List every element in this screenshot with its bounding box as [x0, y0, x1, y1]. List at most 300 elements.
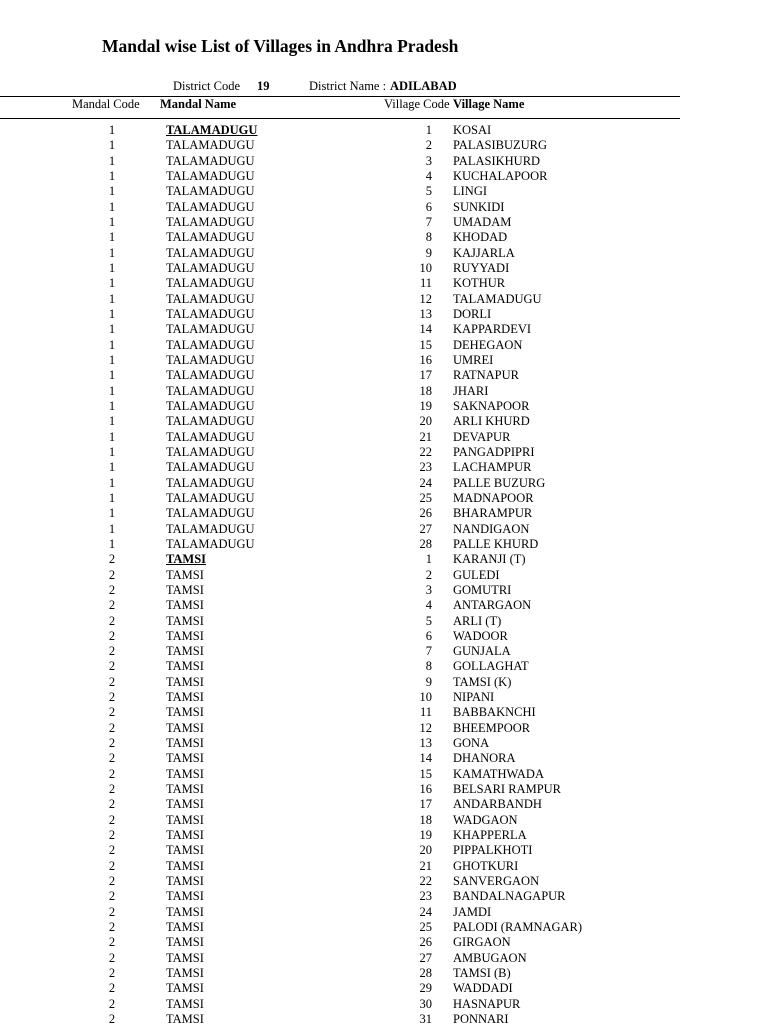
table-row — [0, 414, 768, 429]
column-header-mandal-name: Mandal Name — [160, 97, 237, 111]
mandal-code-cell: 2 — [108, 1012, 116, 1027]
table-row — [0, 476, 768, 491]
mandal-name-cell: TAMSI — [166, 582, 204, 597]
village-code-cell: 21 — [419, 429, 432, 444]
mandal-name-cell: TALAMADUGU — [166, 506, 255, 521]
village-code-cell: 27 — [419, 950, 432, 965]
mandal-name-cell: TAMSI — [166, 828, 204, 843]
village-code-cell: 8 — [425, 230, 432, 245]
mandal-code-cell: 2 — [108, 720, 116, 735]
mandal-code-cell: 2 — [108, 552, 116, 567]
village-name-cell: WADOOR — [453, 628, 508, 643]
header-bottom-rule — [0, 118, 680, 119]
village-name-cell: PALASIKHURD — [453, 153, 541, 168]
mandal-code-cell: 2 — [108, 812, 116, 827]
table-row — [0, 675, 768, 690]
mandal-name-cell: TAMSI — [166, 705, 204, 720]
village-code-cell: 2 — [425, 138, 432, 153]
village-code-cell: 19 — [419, 398, 432, 413]
village-name-cell: KARANJI (T) — [453, 552, 526, 567]
mandal-code-cell: 2 — [108, 904, 116, 919]
mandal-code-cell: 2 — [108, 935, 116, 950]
mandal-name-cell: TAMSI — [166, 981, 204, 996]
village-name-cell: NIPANI — [453, 690, 495, 705]
mandal-code-cell: 1 — [108, 398, 116, 413]
table-row — [0, 966, 768, 981]
village-name-cell: UMADAM — [453, 214, 512, 229]
table-row — [0, 276, 768, 291]
table-row — [0, 659, 768, 674]
table-row — [0, 200, 768, 215]
mandal-name-cell: TALAMADUGU — [166, 368, 255, 383]
village-code-cell: 10 — [419, 260, 432, 275]
village-name-cell: BHARAMPUR — [453, 506, 533, 521]
mandal-code-cell: 1 — [108, 260, 116, 275]
table-row — [0, 705, 768, 720]
village-name-cell: KHAPPERLA — [453, 828, 527, 843]
village-code-cell: 8 — [425, 659, 432, 674]
mandal-code-cell: 1 — [108, 306, 116, 321]
mandal-code-cell: 2 — [108, 613, 116, 628]
mandal-name-cell: TAMSI — [166, 889, 204, 904]
mandal-code-cell: 1 — [108, 521, 116, 536]
mandal-code-cell: 1 — [108, 168, 116, 183]
mandal-name-cell: TALAMADUGU — [166, 245, 255, 260]
mandal-name-cell: TALAMADUGU — [166, 214, 255, 229]
mandal-name-cell: TAMSI — [166, 766, 204, 781]
mandal-code-cell: 2 — [108, 598, 116, 613]
table-row — [0, 568, 768, 583]
table-row — [0, 353, 768, 368]
village-name-cell: GUNJALA — [453, 644, 511, 659]
mandal-code-cell: 1 — [108, 214, 116, 229]
mandal-code-cell: 2 — [108, 889, 116, 904]
mandal-name-cell: TALAMADUGU — [166, 383, 255, 398]
village-table-body — [0, 123, 768, 1027]
district-code-value: 19 — [257, 79, 270, 93]
village-code-cell: 22 — [419, 444, 432, 459]
mandal-code-cell: 1 — [108, 153, 116, 168]
village-code-cell: 6 — [425, 628, 432, 643]
village-name-cell: DEVAPUR — [453, 429, 511, 444]
village-name-cell: WADDADI — [453, 981, 513, 996]
village-name-cell: ANDARBANDH — [453, 797, 542, 812]
mandal-code-cell: 1 — [108, 184, 116, 199]
mandal-name-cell: TALAMADUGU — [166, 123, 258, 137]
mandal-code-cell: 2 — [108, 981, 116, 996]
mandal-name-cell: TAMSI — [166, 874, 204, 889]
village-code-cell: 13 — [419, 306, 432, 321]
mandal-code-cell: 1 — [108, 368, 116, 383]
mandal-code-cell: 2 — [108, 582, 116, 597]
village-name-cell: PALODI (RAMNAGAR) — [453, 920, 583, 935]
district-name-label: District Name : — [309, 79, 387, 93]
village-code-cell: 10 — [419, 690, 432, 705]
mandal-name-cell: TALAMADUGU — [166, 475, 255, 490]
village-code-cell: 26 — [419, 935, 432, 950]
mandal-name-cell: TALAMADUGU — [166, 230, 255, 245]
mandal-name-cell: TALAMADUGU — [166, 199, 255, 214]
mandal-name-cell: TALAMADUGU — [166, 168, 255, 183]
mandal-code-cell: 2 — [108, 858, 116, 873]
village-name-cell: PONNARI — [453, 1012, 509, 1027]
mandal-name-cell: TALAMADUGU — [166, 291, 255, 306]
village-code-cell: 7 — [425, 644, 432, 659]
village-name-cell: TAMSI (B) — [453, 966, 511, 981]
mandal-name-cell: TAMSI — [166, 966, 204, 981]
mandal-name-cell: TALAMADUGU — [166, 260, 255, 275]
table-row — [0, 828, 768, 843]
village-code-cell: 25 — [419, 490, 432, 505]
mandal-name-cell: TAMSI — [166, 904, 204, 919]
village-code-cell: 18 — [419, 812, 432, 827]
table-row — [0, 460, 768, 475]
table-row — [0, 583, 768, 598]
mandal-name-cell: TAMSI — [166, 950, 204, 965]
village-code-cell: 1 — [425, 123, 432, 137]
village-name-cell: PALLE BUZURG — [453, 475, 546, 490]
mandal-code-cell: 1 — [108, 460, 116, 475]
table-row — [0, 782, 768, 797]
table-row — [0, 951, 768, 966]
village-name-cell: ARLI (T) — [453, 613, 502, 628]
mandal-name-cell: TAMSI — [166, 644, 204, 659]
table-row — [0, 506, 768, 521]
village-code-cell: 15 — [419, 766, 432, 781]
mandal-name-cell: TALAMADUGU — [166, 414, 255, 429]
mandal-name-cell: TALAMADUGU — [166, 429, 255, 444]
village-name-cell: SUNKIDI — [453, 199, 505, 214]
village-name-cell: GOLLAGHAT — [453, 659, 529, 674]
mandal-code-cell: 1 — [108, 444, 116, 459]
village-name-cell: GHOTKURI — [453, 858, 519, 873]
mandal-name-cell: TAMSI — [166, 628, 204, 643]
village-name-cell: BELSARI RAMPUR — [453, 782, 562, 797]
mandal-code-cell: 1 — [108, 291, 116, 306]
village-name-cell: WADGAON — [453, 812, 518, 827]
village-name-cell: GONA — [453, 736, 490, 751]
table-row — [0, 399, 768, 414]
table-row — [0, 246, 768, 261]
village-name-cell: HASNAPUR — [453, 996, 521, 1011]
village-name-cell: AMBUGAON — [453, 950, 527, 965]
village-code-cell: 22 — [419, 874, 432, 889]
mandal-name-cell: TAMSI — [166, 782, 204, 797]
village-code-cell: 5 — [425, 613, 432, 628]
mandal-name-cell: TAMSI — [166, 920, 204, 935]
column-header-village-code: Village Code — [384, 97, 450, 111]
mandal-name-cell: TALAMADUGU — [166, 460, 255, 475]
mandal-code-cell: 1 — [108, 475, 116, 490]
mandal-name-cell: TALAMADUGU — [166, 490, 255, 505]
village-name-cell: ANTARGAON — [453, 598, 532, 613]
mandal-code-cell: 1 — [108, 536, 116, 551]
village-code-cell: 28 — [419, 536, 432, 551]
village-name-cell: BHEEMPOOR — [453, 720, 531, 735]
mandal-code-cell: 2 — [108, 751, 116, 766]
village-name-cell: SANVERGAON — [453, 874, 540, 889]
mandal-code-cell: 2 — [108, 567, 116, 582]
mandal-name-cell: TALAMADUGU — [166, 276, 255, 291]
mandal-code-cell: 1 — [108, 429, 116, 444]
table-row — [0, 629, 768, 644]
village-code-cell: 4 — [425, 168, 432, 183]
village-code-cell: 23 — [419, 460, 432, 475]
table-row — [0, 292, 768, 307]
mandal-name-cell: TAMSI — [166, 812, 204, 827]
village-code-cell: 16 — [419, 352, 432, 367]
village-name-cell: KOTHUR — [453, 276, 506, 291]
village-name-cell: DHANORA — [453, 751, 516, 766]
mandal-name-cell: TAMSI — [166, 996, 204, 1011]
village-code-cell: 11 — [419, 276, 432, 291]
village-name-cell: RUYYADI — [453, 260, 510, 275]
village-code-cell: 3 — [425, 582, 432, 597]
table-row — [0, 1012, 768, 1027]
village-code-cell: 23 — [419, 889, 432, 904]
village-name-cell: PIPPALKHOTI — [453, 843, 533, 858]
village-name-cell: DEHEGAON — [453, 337, 523, 352]
village-code-cell: 20 — [419, 414, 432, 429]
table-row — [0, 981, 768, 996]
village-code-cell: 4 — [425, 598, 432, 613]
table-row — [0, 491, 768, 506]
mandal-code-cell: 1 — [108, 123, 116, 137]
mandal-code-cell: 2 — [108, 690, 116, 705]
village-code-cell: 19 — [419, 828, 432, 843]
mandal-name-cell: TAMSI — [166, 598, 204, 613]
table-row — [0, 322, 768, 337]
mandal-name-cell: TAMSI — [166, 674, 204, 689]
mandal-name-cell: TALAMADUGU — [166, 536, 255, 551]
mandal-code-cell: 2 — [108, 628, 116, 643]
mandal-code-cell: 2 — [108, 843, 116, 858]
table-row — [0, 368, 768, 383]
table-row — [0, 598, 768, 613]
mandal-code-cell: 2 — [108, 920, 116, 935]
table-row — [0, 138, 768, 153]
village-name-cell: PANGADPIPRI — [453, 444, 535, 459]
village-code-cell: 1 — [425, 552, 432, 567]
mandal-name-cell: TAMSI — [166, 552, 207, 567]
mandal-code-cell: 2 — [108, 674, 116, 689]
mandal-name-cell: TALAMADUGU — [166, 352, 255, 367]
table-row — [0, 751, 768, 766]
table-row — [0, 905, 768, 920]
village-code-cell: 18 — [419, 383, 432, 398]
table-row — [0, 384, 768, 399]
village-code-cell: 25 — [419, 920, 432, 935]
mandal-code-cell: 1 — [108, 414, 116, 429]
village-name-cell: LINGI — [453, 184, 488, 199]
table-row — [0, 307, 768, 322]
table-row — [0, 430, 768, 445]
mandal-name-cell: TAMSI — [166, 659, 204, 674]
table-row — [0, 537, 768, 552]
village-name-cell: BABBAKNCHI — [453, 705, 536, 720]
page-title: Mandal wise List of Villages in Andhra Pradesh — [102, 36, 459, 56]
mandal-name-cell: TALAMADUGU — [166, 322, 255, 337]
mandal-code-cell: 2 — [108, 996, 116, 1011]
table-row — [0, 736, 768, 751]
mandal-code-cell: 1 — [108, 322, 116, 337]
table-row — [0, 522, 768, 537]
mandal-name-cell: TAMSI — [166, 613, 204, 628]
mandal-code-cell: 1 — [108, 383, 116, 398]
table-row — [0, 935, 768, 950]
mandal-name-cell: TAMSI — [166, 751, 204, 766]
village-code-cell: 24 — [419, 475, 432, 490]
mandal-code-cell: 1 — [108, 199, 116, 214]
table-row — [0, 889, 768, 904]
table-row — [0, 813, 768, 828]
mandal-name-cell: TALAMADUGU — [166, 138, 255, 153]
table-row — [0, 644, 768, 659]
village-name-cell: KAJJARLA — [453, 245, 515, 260]
mandal-code-cell: 1 — [108, 138, 116, 153]
village-code-cell: 14 — [419, 751, 432, 766]
village-name-cell: TAMSI (K) — [453, 674, 512, 689]
mandal-code-cell: 2 — [108, 644, 116, 659]
village-code-cell: 16 — [419, 782, 432, 797]
table-row — [0, 920, 768, 935]
mandal-code-cell: 2 — [108, 766, 116, 781]
mandal-name-cell: TAMSI — [166, 935, 204, 950]
village-code-cell: 7 — [425, 214, 432, 229]
village-code-cell: 12 — [419, 720, 432, 735]
village-name-cell: GOMUTRI — [453, 582, 512, 597]
column-header-village-name: Village Name — [453, 97, 525, 111]
mandal-code-cell: 1 — [108, 506, 116, 521]
table-row — [0, 261, 768, 276]
mandal-name-cell: TAMSI — [166, 1012, 204, 1027]
table-row — [0, 843, 768, 858]
village-name-cell: NANDIGAON — [453, 521, 530, 536]
table-row — [0, 215, 768, 230]
mandal-name-cell: TAMSI — [166, 736, 204, 751]
village-name-cell: UMREI — [453, 352, 494, 367]
table-row — [0, 154, 768, 169]
district-code-label: District Code — [173, 79, 241, 93]
village-code-cell: 17 — [419, 368, 432, 383]
table-row — [0, 123, 768, 138]
mandal-name-cell: TAMSI — [166, 858, 204, 873]
mandal-code-cell: 1 — [108, 230, 116, 245]
village-code-cell: 28 — [419, 966, 432, 981]
village-name-cell: SAKNAPOOR — [453, 398, 530, 413]
village-code-cell: 17 — [419, 797, 432, 812]
table-row — [0, 552, 768, 567]
village-name-cell: RATNAPUR — [453, 368, 519, 383]
table-row — [0, 721, 768, 736]
mandal-name-cell: TALAMADUGU — [166, 184, 255, 199]
mandal-code-cell: 2 — [108, 966, 116, 981]
mandal-name-cell: TAMSI — [166, 843, 204, 858]
village-code-cell: 3 — [425, 153, 432, 168]
mandal-name-cell: TAMSI — [166, 797, 204, 812]
mandal-name-cell: TALAMADUGU — [166, 444, 255, 459]
village-code-cell: 5 — [425, 184, 432, 199]
mandal-code-cell: 1 — [108, 337, 116, 352]
mandal-code-cell: 2 — [108, 782, 116, 797]
village-code-cell: 26 — [419, 506, 432, 521]
mandal-code-cell: 2 — [108, 874, 116, 889]
table-row — [0, 338, 768, 353]
village-name-cell: DORLI — [453, 306, 492, 321]
village-code-cell: 31 — [419, 1012, 432, 1027]
village-code-cell: 2 — [425, 567, 432, 582]
village-name-cell: PALLE KHURD — [453, 536, 539, 551]
mandal-name-cell: TALAMADUGU — [166, 398, 255, 413]
table-row — [0, 997, 768, 1012]
table-row — [0, 859, 768, 874]
mandal-code-cell: 1 — [108, 352, 116, 367]
village-name-cell: PALASIBUZURG — [453, 138, 548, 153]
mandal-code-cell: 2 — [108, 736, 116, 751]
village-name-cell: KOSAI — [453, 123, 492, 137]
village-name-cell: ARLI KHURD — [453, 414, 530, 429]
village-code-cell: 15 — [419, 337, 432, 352]
village-code-cell: 12 — [419, 291, 432, 306]
village-code-cell: 20 — [419, 843, 432, 858]
village-name-cell: JAMDI — [453, 904, 492, 919]
table-row — [0, 169, 768, 184]
village-code-cell: 14 — [419, 322, 432, 337]
village-code-cell: 21 — [419, 858, 432, 873]
village-name-cell: JHARI — [453, 383, 489, 398]
village-name-cell: TALAMADUGU — [453, 291, 542, 306]
district-name-value: ADILABAD — [390, 79, 457, 93]
mandal-name-cell: TAMSI — [166, 690, 204, 705]
village-name-cell: LACHAMPUR — [453, 460, 532, 475]
table-row — [0, 614, 768, 629]
table-row — [0, 230, 768, 245]
mandal-code-cell: 2 — [108, 828, 116, 843]
mandal-code-cell: 2 — [108, 950, 116, 965]
mandal-code-cell: 1 — [108, 490, 116, 505]
mandal-code-cell: 2 — [108, 659, 116, 674]
mandal-code-cell: 1 — [108, 245, 116, 260]
table-row — [0, 874, 768, 889]
table-row — [0, 445, 768, 460]
village-name-cell: KAMATHWADA — [453, 766, 544, 781]
mandal-name-cell: TAMSI — [166, 720, 204, 735]
village-code-cell: 6 — [425, 199, 432, 214]
village-code-cell: 9 — [425, 245, 432, 260]
village-code-cell: 11 — [419, 705, 432, 720]
village-name-cell: KHODAD — [453, 230, 508, 245]
village-name-cell: KUCHALAPOOR — [453, 168, 548, 183]
mandal-name-cell: TALAMADUGU — [166, 521, 255, 536]
village-name-cell: KAPPARDEVI — [453, 322, 532, 337]
table-row — [0, 797, 768, 812]
village-code-cell: 30 — [419, 996, 432, 1011]
column-header-mandal-code: Mandal Code — [72, 97, 140, 111]
table-row — [0, 184, 768, 199]
village-code-cell: 9 — [425, 674, 432, 689]
village-code-cell: 24 — [419, 904, 432, 919]
mandal-code-cell: 1 — [108, 276, 116, 291]
mandal-code-cell: 2 — [108, 705, 116, 720]
village-name-cell: BANDALNAGAPUR — [453, 889, 566, 904]
village-name-cell: GULEDI — [453, 567, 500, 582]
mandal-name-cell: TALAMADUGU — [166, 337, 255, 352]
village-name-cell: GIRGAON — [453, 935, 511, 950]
village-code-cell: 27 — [419, 521, 432, 536]
village-code-cell: 29 — [419, 981, 432, 996]
table-row — [0, 690, 768, 705]
table-row — [0, 767, 768, 782]
